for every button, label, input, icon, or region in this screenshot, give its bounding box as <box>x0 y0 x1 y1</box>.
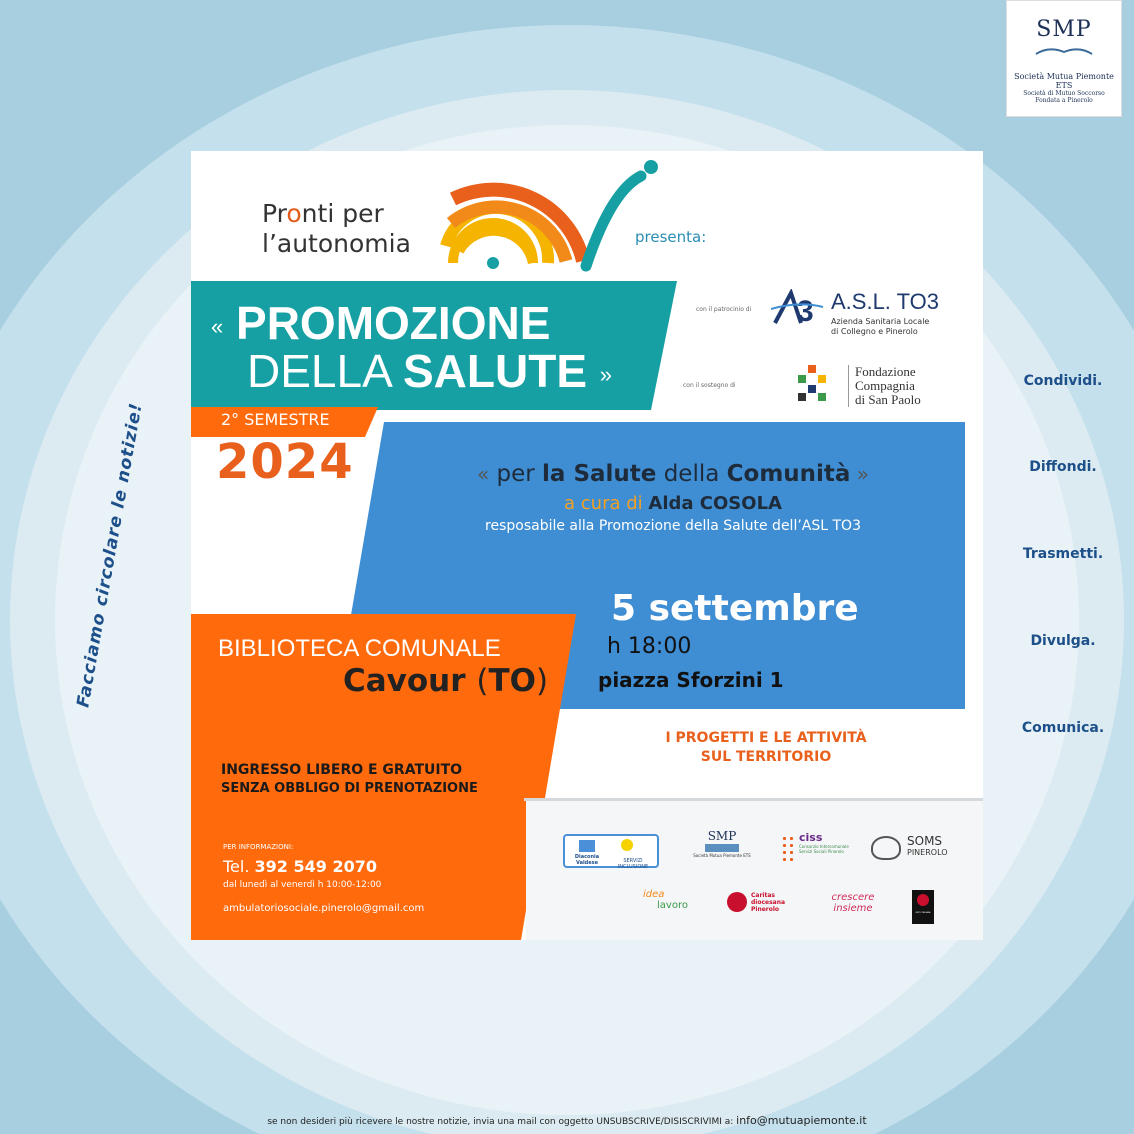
smp-corner-logo[interactable] <box>1006 0 1122 117</box>
cura-name: Alda COSOLA <box>648 493 782 514</box>
sponsor-diaconia-text: Diaconia Valdese <box>574 854 600 866</box>
title-line1 <box>211 296 550 350</box>
diaconia-icon <box>579 840 595 852</box>
event-date: 5 settembre <box>611 588 859 629</box>
comunita-della: della <box>656 461 727 487</box>
cavour-province: TO <box>488 663 536 699</box>
asl-desc1: Azienda Sanitaria Locale <box>831 317 930 326</box>
cavour-city: Cavour <box>343 663 477 699</box>
cavour-label <box>343 663 548 699</box>
semestre-label: 2° SEMESTRE <box>221 410 330 429</box>
sponsor-insieme-text: insieme <box>833 903 873 914</box>
fondazione-line2: Compagnia <box>855 378 915 393</box>
unsubscribe-footer <box>0 1114 1134 1127</box>
pronti-text-a: Pr <box>262 199 287 228</box>
sponsor-caritas-logo <box>727 892 797 913</box>
sponsor-smp-logo <box>689 829 755 858</box>
sponsor-ciss-text: Consorzio Intercomunale Servizi Sociali Pinerolo <box>799 844 849 854</box>
footer-email[interactable]: info@mutuapiemonte.it <box>736 1114 867 1127</box>
sponsor-smp-wave-icon <box>705 844 739 852</box>
fondazione-logo-icon <box>798 365 828 401</box>
verb-comunica: Comunica. <box>1021 720 1105 736</box>
phone-line[interactable] <box>223 857 377 876</box>
sponsor-idea-text: idea <box>643 889 665 900</box>
smp-logo-name: Società Mutua Piemonte ETS <box>1014 72 1114 90</box>
cavour-paren-open: ( <box>476 663 489 699</box>
title-della: DELLA <box>247 345 403 397</box>
rete-emblem-icon <box>917 894 929 906</box>
event-time: h 18:00 <box>607 634 692 659</box>
info-label: PER INFORMAZIONI: <box>223 843 294 851</box>
pronti-text-o: o <box>286 199 302 228</box>
contact-email[interactable]: ambulatoriosociale.pinerolo@gmail.com <box>223 903 425 914</box>
quote-close: » <box>599 361 613 387</box>
comunita-comunita: Comunità <box>726 461 851 487</box>
progetti-line2: SUL TERRITORIO <box>700 749 832 765</box>
title-line2 <box>247 344 612 398</box>
asl-name: A.S.L. TO3 <box>831 289 940 314</box>
smp-logo-sub2: Fondata a Pinerolo <box>1035 97 1093 104</box>
presenta-label: presenta: <box>635 228 707 246</box>
side-slogan: Facciamo circolare le notizie! <box>73 401 147 709</box>
sponsor-idea-lavoro-logo <box>643 889 703 911</box>
footer-text: se non desideri più ricevere le nostre notizie, invia una mail con oggetto UNSUBSCRIVE/DISISCRIVIMI a: <box>267 1117 734 1127</box>
sponsor-rete-logo <box>912 890 934 924</box>
sponsor-smp-mark: SMP <box>707 829 737 843</box>
sponsor-lavoro-text: lavoro <box>657 900 688 911</box>
sponsor-crescere-logo <box>825 892 881 914</box>
servizi-icon <box>621 839 633 851</box>
pronti-text-per: per <box>334 199 384 228</box>
ingresso-line1: INGRESSO LIBERO E GRATUITO <box>221 762 463 778</box>
title-salute: SALUTE <box>403 345 587 397</box>
sponsor-ciss-logo <box>781 831 851 854</box>
fondazione-name <box>848 365 921 407</box>
patrocinio-label: con il patrocinio di <box>696 306 752 313</box>
comunita-salute: la Salute <box>542 461 657 487</box>
sponsor-caritas-text: Caritas diocesana Pinerolo <box>751 892 786 913</box>
sponsor-soms-text: PINEROLO <box>907 848 948 857</box>
verb-trasmetti: Trasmetti. <box>1022 546 1104 562</box>
soms-handshake-icon <box>871 836 901 860</box>
responsabile-line: resposabile alla Promozione della Salute dell’ASL TO3 <box>485 518 861 534</box>
sponsor-ciss-mark: ciss <box>799 831 823 844</box>
comunita-per: per <box>489 461 543 487</box>
year-label: 2024 <box>216 434 354 490</box>
event-address: piazza Sforzini 1 <box>598 668 784 692</box>
sponsor-servizi-text: SERVIZI INCLUSIONE <box>617 858 649 870</box>
smp-logo-mark: SMP <box>1036 17 1092 42</box>
cavour-paren-close: ) <box>535 663 549 699</box>
poster-shapes <box>191 151 983 940</box>
sponsor-smp-text: Società Mutua Piemonte ETS <box>693 853 751 858</box>
svg-text:3: 3 <box>797 295 814 327</box>
fondazione-line1: Fondazione <box>855 364 916 379</box>
pronti-text-c: nti <box>301 199 335 228</box>
verb-diffondi: Diffondi. <box>1029 459 1097 475</box>
sostegno-label: con il sostegno di <box>683 382 736 389</box>
verb-condividi: Condividi. <box>1023 373 1103 389</box>
sponsor-crescere-text: crescere <box>831 892 875 903</box>
event-poster[interactable] <box>191 151 983 940</box>
asl-desc2: di Collegno e Pinerolo <box>831 327 918 336</box>
comunita-quote-close: » <box>850 462 870 486</box>
smp-logo-sub: Società di Mutuo Soccorso <box>1023 90 1105 97</box>
phone-number[interactable]: 392 549 2070 <box>254 857 377 876</box>
orari-line: dal lunedì al venerdì h 10:00-12:00 <box>223 880 382 890</box>
comunita-quote-open: « <box>476 462 490 486</box>
ingresso-line2: SENZA OBBLIGO DI PRENOTAZIONE <box>221 781 478 796</box>
verb-divulga: Divulga. <box>1030 633 1096 649</box>
pronti-logo-line2: l’autonomia <box>262 229 411 258</box>
pronti-logo-line1 <box>262 199 384 228</box>
asl-logo-icon <box>771 289 827 327</box>
caritas-cross-icon <box>727 892 747 912</box>
quote-open: « <box>211 313 224 339</box>
sponsor-soms-mark: SOMS <box>907 834 943 848</box>
comunita-title <box>423 461 923 487</box>
sponsor-soms-logo <box>871 834 957 857</box>
progetti-label <box>631 729 901 767</box>
biblioteca-label: BIBLIOTECA COMUNALE <box>218 635 501 662</box>
progetti-line1: I PROGETTI E LE ATTIVITÀ <box>665 730 867 746</box>
sponsor-rete-text: RETE ITALIANA <box>915 912 931 914</box>
ciss-dots-icon <box>781 835 795 861</box>
smp-handshake-icon <box>1034 44 1094 58</box>
phone-label: Tel. <box>223 857 255 876</box>
fondazione-line3: di San Paolo <box>855 392 921 407</box>
title-promozione: PROMOZIONE <box>236 297 551 349</box>
sponsor-diaconia-logo <box>563 834 659 868</box>
cura-line <box>423 493 923 514</box>
cura-label: a cura di <box>564 493 649 514</box>
